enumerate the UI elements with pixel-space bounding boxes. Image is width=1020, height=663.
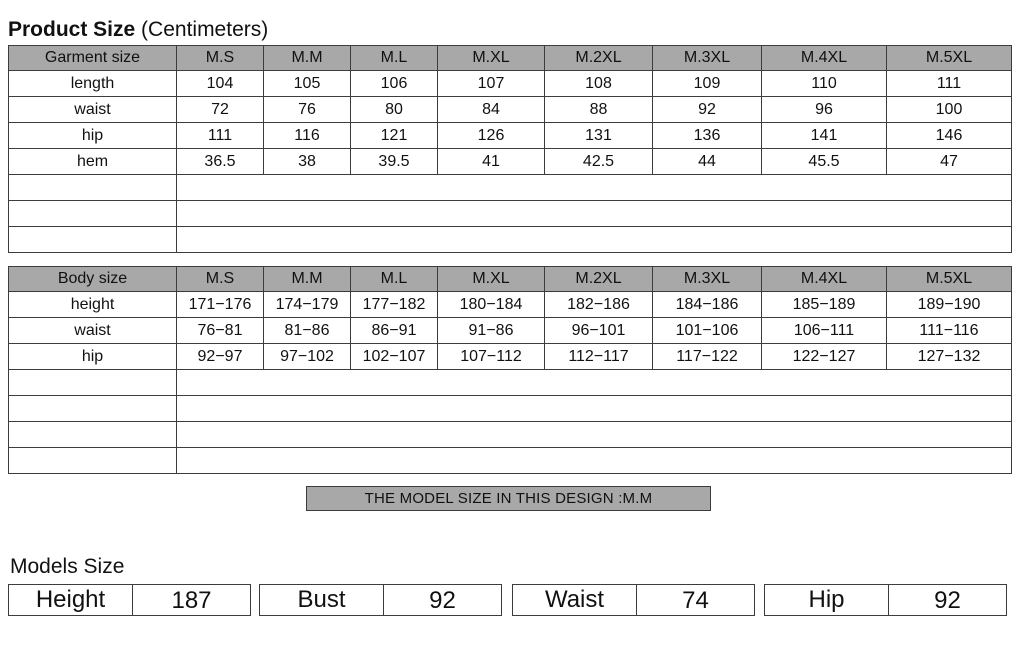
table-cell: 174−179	[264, 292, 351, 318]
model-bust-box	[259, 584, 502, 616]
table-cell: 44	[653, 149, 762, 175]
size-header: M.3XL	[653, 46, 762, 71]
model-height-label: Height	[9, 585, 133, 615]
table-cell: 122−127	[762, 344, 887, 370]
table-cell: 38	[264, 149, 351, 175]
empty-row	[9, 422, 1012, 448]
empty-cell	[9, 175, 177, 201]
empty-cell	[177, 175, 1012, 201]
body-header-row	[9, 267, 1012, 292]
size-header: M.L	[351, 46, 438, 71]
model-hip-label: Hip	[765, 585, 889, 615]
empty-row	[9, 448, 1012, 474]
empty-row	[9, 396, 1012, 422]
row-label: hip	[9, 123, 177, 149]
table-row	[9, 344, 1012, 370]
row-label: waist	[9, 318, 177, 344]
table-cell: 39.5	[351, 149, 438, 175]
row-label: height	[9, 292, 177, 318]
model-height-value: 187	[171, 587, 212, 614]
garment-size-label: Garment size	[9, 46, 177, 71]
table-cell: 102−107	[351, 344, 438, 370]
table-cell: 146	[887, 123, 1012, 149]
table-cell: 111−116	[887, 318, 1012, 344]
size-header: M.L	[351, 267, 438, 292]
table-cell: 88	[545, 97, 653, 123]
empty-cell	[177, 422, 1012, 448]
table-cell: 110	[762, 71, 887, 97]
table-cell: 45.5	[762, 149, 887, 175]
size-header: M.XL	[438, 46, 545, 71]
empty-cell	[9, 201, 177, 227]
table-cell: 189−190	[887, 292, 1012, 318]
empty-cell	[177, 448, 1012, 474]
model-height-box	[8, 584, 251, 616]
model-hip-box	[764, 584, 1007, 616]
table-row	[9, 97, 1012, 123]
size-header: M.M	[264, 46, 351, 71]
table-cell: 116	[264, 123, 351, 149]
size-header: M.XL	[438, 267, 545, 292]
row-label: hip	[9, 344, 177, 370]
garment-header-row	[9, 46, 1012, 71]
table-cell: 111	[887, 71, 1012, 97]
table-cell: 184−186	[653, 292, 762, 318]
table-cell: 127−132	[887, 344, 1012, 370]
row-label: length	[9, 71, 177, 97]
garment-size-table	[8, 45, 1012, 253]
empty-cell	[9, 396, 177, 422]
table-cell: 131	[545, 123, 653, 149]
table-cell: 81−86	[264, 318, 351, 344]
table-cell: 117−122	[653, 344, 762, 370]
size-header: M.5XL	[887, 267, 1012, 292]
table-cell: 100	[887, 97, 1012, 123]
table-cell: 47	[887, 149, 1012, 175]
model-waist-label: Waist	[513, 585, 637, 615]
table-cell: 106−111	[762, 318, 887, 344]
size-header: M.3XL	[653, 267, 762, 292]
table-cell: 101−106	[653, 318, 762, 344]
table-cell: 126	[438, 123, 545, 149]
model-waist-box	[512, 584, 755, 616]
table-cell: 109	[653, 71, 762, 97]
table-cell: 96	[762, 97, 887, 123]
row-label: hem	[9, 149, 177, 175]
table-cell: 177−182	[351, 292, 438, 318]
table-cell: 72	[177, 97, 264, 123]
table-cell: 97−102	[264, 344, 351, 370]
page-title: Product Size (Centimeters)	[8, 18, 269, 41]
table-cell: 86−91	[351, 318, 438, 344]
table-cell: 171−176	[177, 292, 264, 318]
row-label: waist	[9, 97, 177, 123]
table-cell: 136	[653, 123, 762, 149]
table-cell: 80	[351, 97, 438, 123]
table-row	[9, 149, 1012, 175]
table-cell: 84	[438, 97, 545, 123]
empty-row	[9, 227, 1012, 253]
empty-cell	[9, 422, 177, 448]
table-row	[9, 123, 1012, 149]
table-cell: 76	[264, 97, 351, 123]
empty-cell	[177, 370, 1012, 396]
empty-row	[9, 175, 1012, 201]
size-header: M.S	[177, 267, 264, 292]
table-cell: 36.5	[177, 149, 264, 175]
table-cell: 106	[351, 71, 438, 97]
table-cell: 42.5	[545, 149, 653, 175]
table-cell: 108	[545, 71, 653, 97]
size-header: M.2XL	[545, 267, 653, 292]
model-size-note: THE MODEL SIZE IN THIS DESIGN :M.M	[306, 486, 711, 511]
table-cell: 96−101	[545, 318, 653, 344]
table-cell: 121	[351, 123, 438, 149]
table-row	[9, 71, 1012, 97]
model-waist-value: 74	[682, 587, 709, 614]
table-cell: 41	[438, 149, 545, 175]
model-bust-label: Bust	[260, 585, 384, 615]
models-size-title: Models Size	[10, 555, 125, 578]
empty-cell	[177, 227, 1012, 253]
empty-row	[9, 201, 1012, 227]
empty-row	[9, 370, 1012, 396]
empty-cell	[177, 201, 1012, 227]
size-header: M.S	[177, 46, 264, 71]
table-cell: 112−117	[545, 344, 653, 370]
size-header: M.2XL	[545, 46, 653, 71]
empty-cell	[177, 396, 1012, 422]
body-size-label: Body size	[9, 267, 177, 292]
size-header: M.5XL	[887, 46, 1012, 71]
table-cell: 182−186	[545, 292, 653, 318]
size-header: M.M	[264, 267, 351, 292]
empty-cell	[9, 370, 177, 396]
table-cell: 91−86	[438, 318, 545, 344]
table-row	[9, 292, 1012, 318]
table-row	[9, 318, 1012, 344]
table-cell: 107−112	[438, 344, 545, 370]
table-cell: 107	[438, 71, 545, 97]
table-cell: 185−189	[762, 292, 887, 318]
table-cell: 180−184	[438, 292, 545, 318]
empty-cell	[9, 227, 177, 253]
size-header: M.4XL	[762, 46, 887, 71]
table-cell: 76−81	[177, 318, 264, 344]
empty-cell	[9, 448, 177, 474]
table-cell: 92−97	[177, 344, 264, 370]
body-size-table	[8, 266, 1012, 474]
table-cell: 111	[177, 123, 264, 149]
table-cell: 92	[653, 97, 762, 123]
table-cell: 141	[762, 123, 887, 149]
table-cell: 105	[264, 71, 351, 97]
size-header: M.4XL	[762, 267, 887, 292]
model-hip-value: 92	[934, 587, 961, 614]
table-cell: 104	[177, 71, 264, 97]
model-bust-value: 92	[429, 587, 456, 614]
